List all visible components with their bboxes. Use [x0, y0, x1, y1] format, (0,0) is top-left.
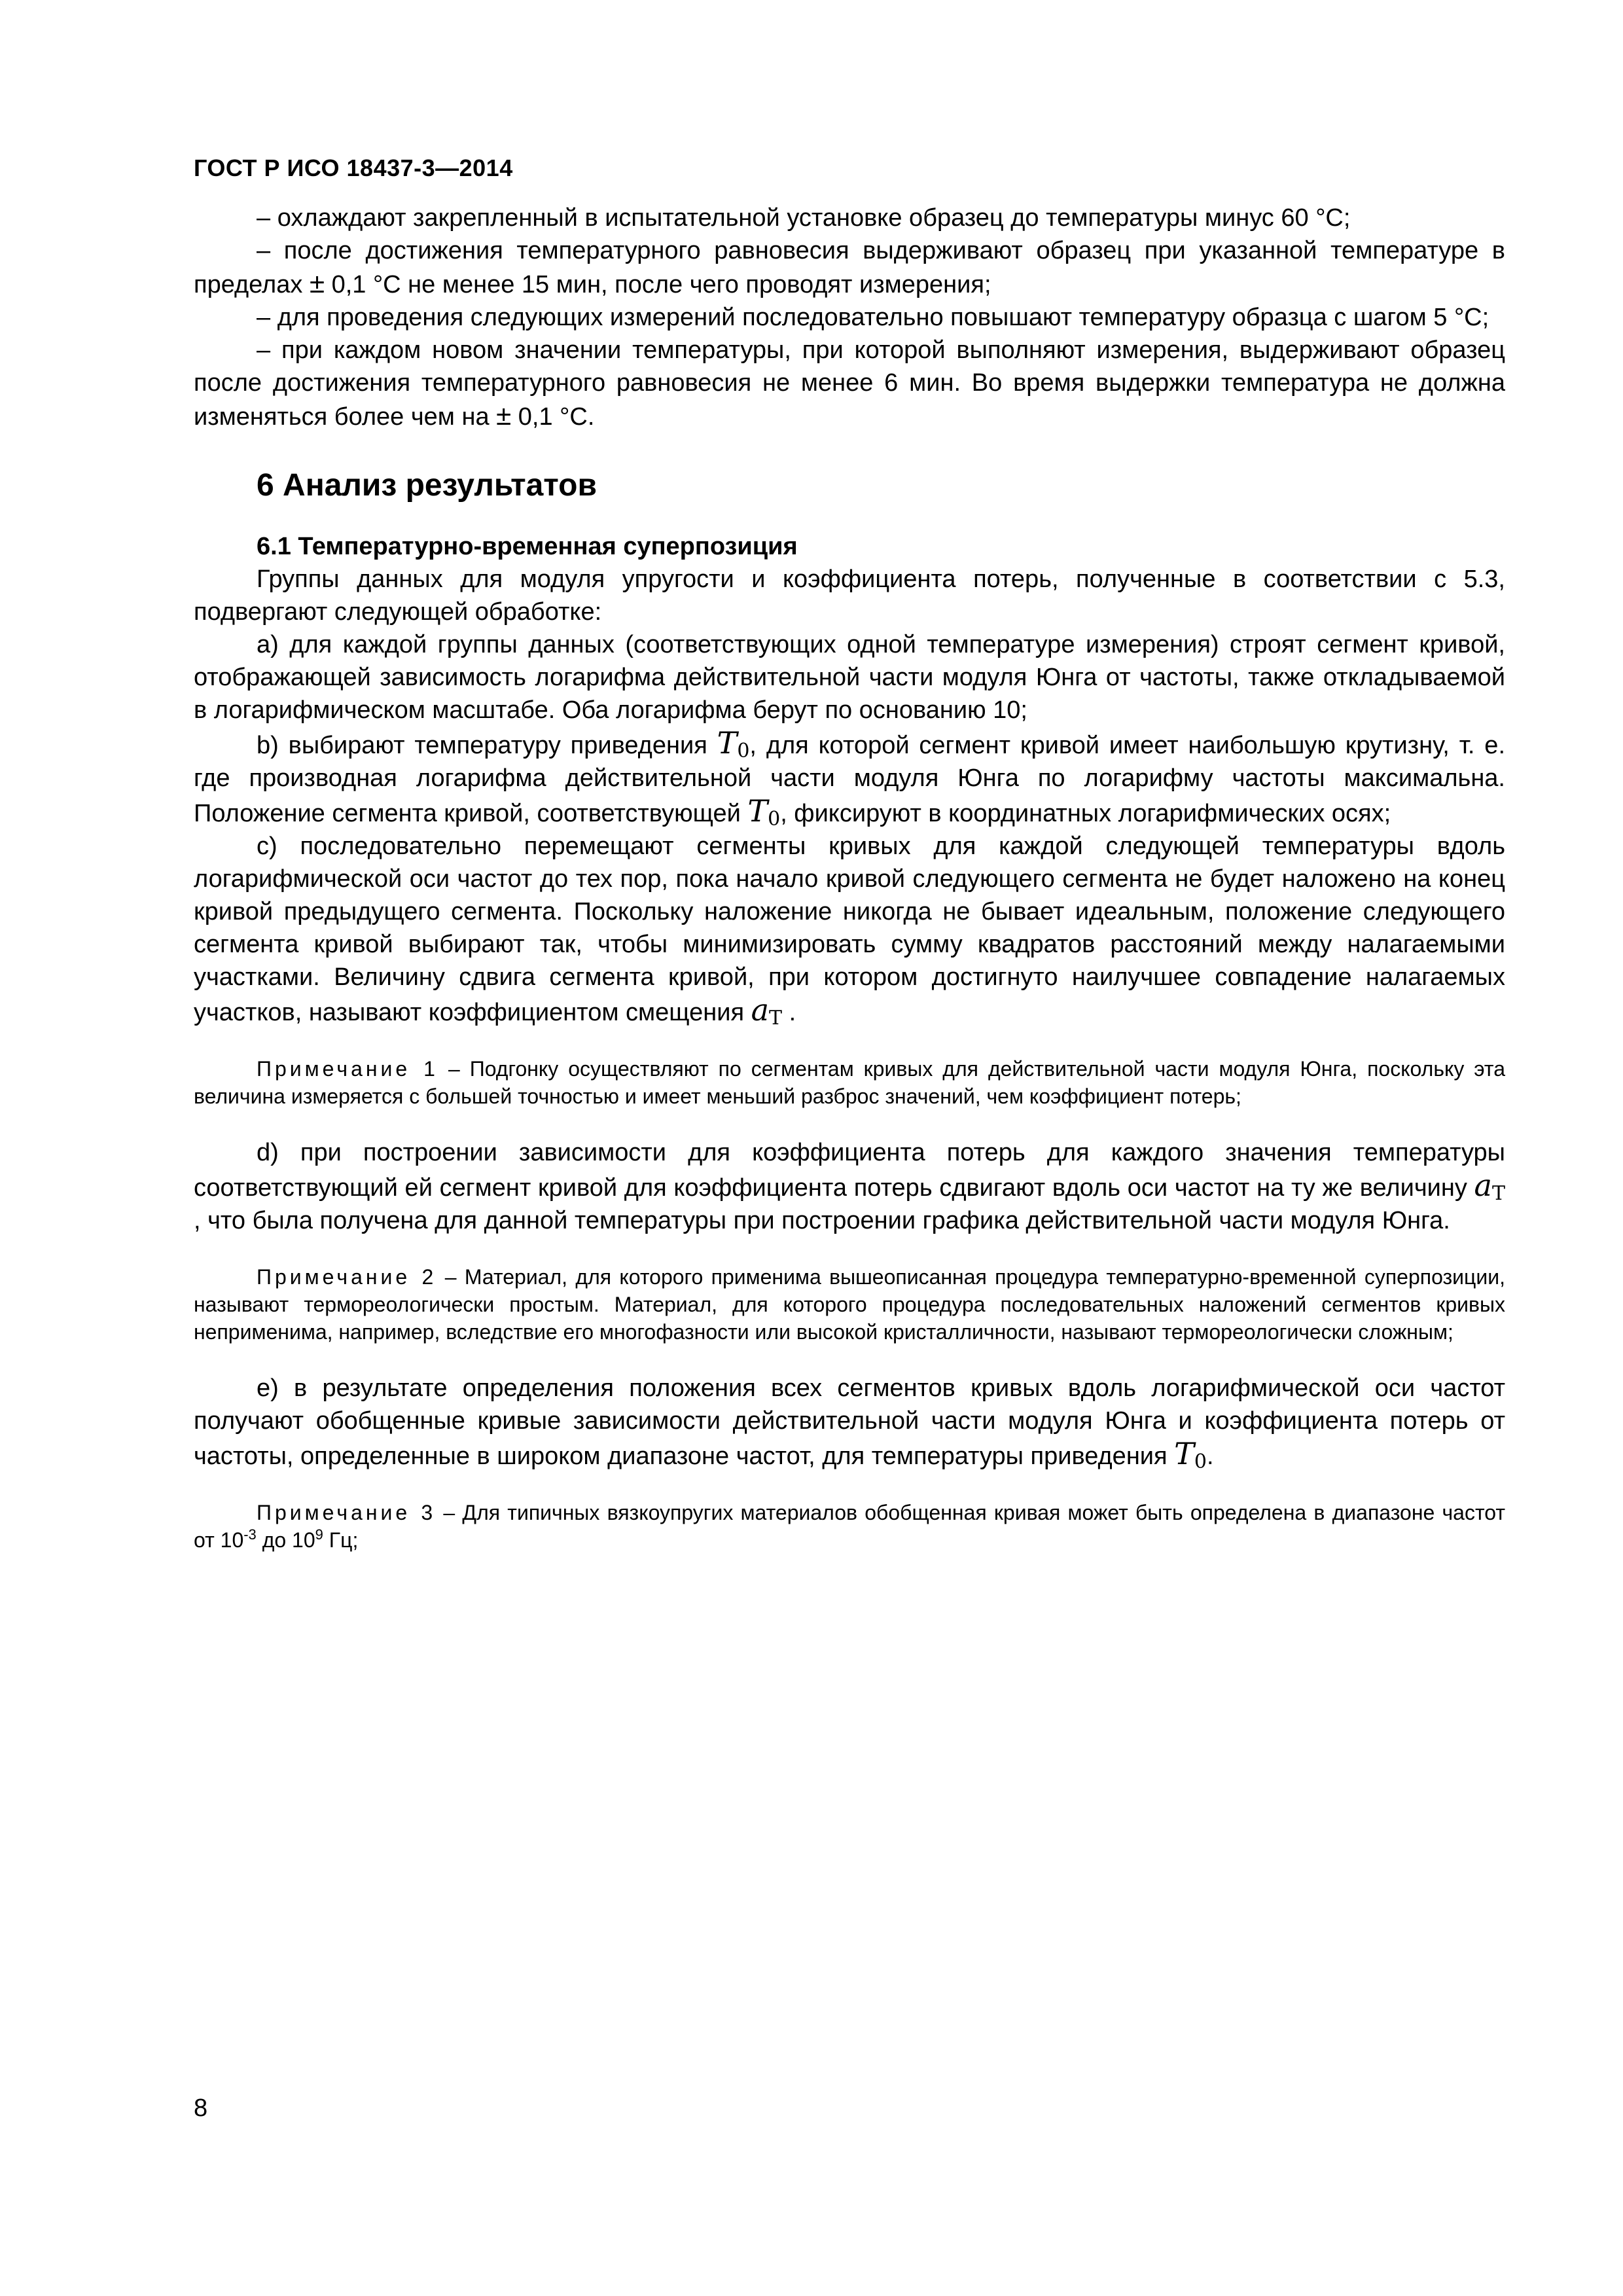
math-symbol	[1474, 1168, 1505, 1203]
text: , для которой сегмент кривой имеет наибольшую крутизну, т. е. где производная логарифма действительной части модуля Юнга по логарифму частоты максимальна. Положение сегмента кривой, соответствующей	[194, 732, 1506, 827]
math-subscript: 0	[1194, 1450, 1207, 1473]
math-symbol	[751, 992, 782, 1028]
list-item	[194, 830, 1505, 1029]
note-text: Гц;	[329, 1528, 359, 1552]
math-var: T	[717, 725, 738, 761]
section-title: 6 Анализ результатов	[257, 468, 597, 503]
math-symbol	[747, 793, 780, 829]
list-item: – охлаждают закрепленный в испытательной установке образец до температуры минус 60 °С;	[257, 204, 1351, 232]
note	[194, 1499, 1505, 1554]
document-header: ГОСТ Р ИСО 18437-3—2014	[194, 154, 513, 181]
text: .	[789, 999, 796, 1026]
text: .	[1206, 1443, 1214, 1470]
note-label: Примечание 1	[257, 1057, 438, 1081]
note	[194, 1263, 1505, 1346]
page-body	[194, 202, 1505, 1580]
math-symbol	[1174, 1436, 1207, 1471]
math-var: T	[747, 793, 768, 829]
note-text: – Подгонку осуществляют по сегментам кривых для действительной части модуля Юнга, поскольку эта величина измеряется с большей точностью и имеет меньший разброс значений, чем коэффициент потерь;	[194, 1057, 1506, 1108]
math-subscript: T	[1491, 1182, 1505, 1205]
text: 0,1 °С не менее 15 мин, после чего проводят измерения;	[331, 271, 991, 298]
text: , что была получена для данной температуры при построении графика действительной части модуля Юнга.	[194, 1207, 1450, 1234]
text: 0,1 °С.	[518, 403, 595, 431]
list-item: а) для каждой группы данных (соответствующих одной температуре измерения) строят сегмент кривой, отображающей зависимость логарифма действительной части модуля Юнга от частоты, также откладываемой в логарифмическом масштабе. Оба логарифма берут по основанию 10;	[194, 631, 1505, 724]
text: – после достижения температурного равновесия выдерживают образец при указанной температуре в пределах	[194, 237, 1505, 298]
subsection-title: 6.1 Температурно-временная суперпозиция	[257, 533, 798, 560]
superscript: -3	[243, 1526, 257, 1543]
page-number: 8	[194, 2094, 208, 2122]
note-text: до 10	[262, 1528, 315, 1552]
text: , фиксируют в координатных логарифмических осях;	[780, 800, 1391, 827]
plus-minus-symbol: ±	[309, 268, 325, 298]
list-item	[194, 726, 1505, 830]
math-subscript: T	[769, 1007, 783, 1030]
math-var: a	[751, 992, 770, 1028]
text: b) выбирают температуру приведения	[257, 732, 707, 759]
note	[194, 1055, 1505, 1110]
text: с) последовательно перемещают сегменты кривых для каждой следующей температуры вдоль логарифмической оси частот до тех пор, пока начало кривой следующего сегмента не будет наложено на конец кривой предыдущего сегмента. Поскольку наложение никогда не бывает идеальным, положение следующего сегмента кривой выбирают так, чтобы минимизировать сумму квадратов расстояний между налагаемыми участками. Величину сдвига сегмента кривой, при котором достигнуто наилучшее совпадение налагаемых участков, называют коэффициентом смещения	[194, 833, 1505, 1026]
math-var: T	[1174, 1436, 1194, 1471]
text: е) в результате определения положения всех сегментов кривых вдоль логарифмической оси частот получают обобщенные кривые зависимости действительной части модуля Юнга и коэффициента потерь от частоты, определенные в широком диапазоне частот, для температуры приведения	[194, 1374, 1505, 1470]
math-var: a	[1474, 1168, 1492, 1203]
list-item	[194, 1136, 1505, 1237]
math-symbol	[717, 725, 750, 761]
note-text: – Для типичных вязкоупругих материалов обобщенная кривая может быть определена в диапазоне частот от 10	[194, 1501, 1506, 1552]
paragraph: Группы данных для модуля упругости и коэффициента потерь, полученные в соответствии с 5.3, подвергают следующей обработке:	[194, 565, 1505, 626]
plus-minus-symbol: ±	[496, 400, 512, 431]
note-label: Примечание 3	[257, 1501, 437, 1524]
list-item	[194, 334, 1505, 433]
list-item: – для проведения следующих измерений последовательно повышают температуру образца с шагом 5 °С;	[257, 304, 1489, 331]
list-item	[194, 1372, 1505, 1473]
text: – при каждом новом значении температуры, при которой выполняют измерения, выдерживают образец после достижения температурного равновесия не менее 6 мин. Во время выдержки температура не должна изменяться более чем на	[194, 336, 1505, 431]
math-subscript: 0	[737, 740, 750, 762]
list-item	[194, 234, 1505, 301]
note-text: – Материал, для которого применима вышеописанная процедура температурно-временной суперпозиции, называют термореологически простым. Материал, для которого процедура последовательных наложений сегментов кривых неприменима, например, вследствие его многофазности или высокой кристалличности, называют термореологически сложным;	[194, 1265, 1506, 1344]
text: d) при построении зависимости для коэффициента потерь для каждого значения температуры соответствующий ей сегмент кривой для коэффициента потерь сдвигают вдоль оси частот на ту же величину	[194, 1139, 1505, 1202]
superscript: 9	[315, 1526, 323, 1543]
note-label: Примечание 2	[257, 1265, 437, 1289]
math-subscript: 0	[768, 808, 781, 831]
